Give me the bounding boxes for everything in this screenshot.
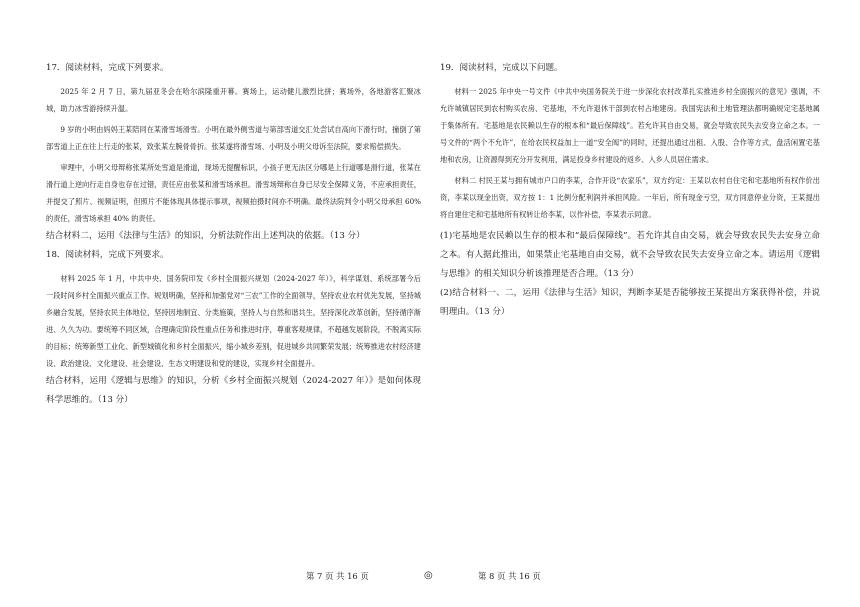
page-number-right: 第 8 页 共 16 页 (478, 571, 541, 581)
question-17-paragraph-2: 9 岁的小明由妈妈王某陪同在某滑雪场滑雪。小明在最外侧雪道与第部雪道交汇处尝试自高向下滑行时，撞倒了第部雪道上正在往上行走的张某，致张某左腕骨骨折。张某遂将滑雪场、小明及小明父母诉至法院，要求赔偿损失。 (46, 125, 421, 151)
question-19-subquestion-1: (1)宅基地是农民赖以生存的根本和“最后保障线”。若允许其自由交易，就会导致农民失去安身立命之本。有人据此推出，如果禁止宅基地自由交易，就不会导致农民失去安身立命之本。请运用《逻辑与思维》的相关知识分析该推理是否合理。（13 分） (440, 231, 820, 279)
question-19-material-1: 材料一 2025 年中央一号文件《中共中央国务院关于进一步深化农村改革扎实推进乡村全面振兴的意见》强调，不允许城镇居民到农村购买农房、宅基地，不允许退休干部到农村占地建房。我国宪法和土地管理法都明确规定宅基地属于集体所有。宅基地是农民赖以生存的根本和“最后保障线”。若允许其自由交易，就会导致农民失去安身立命之本。一号文件的“两个不允许”，在给农民权益加上一道“安全阀”的同时，还提出通过出租、入股、合作等方式，盘活闲置宅基地和农房，让资源得到充分开发利用，满足投身乡村建设的返乡、入乡人员居住需求。 (440, 87, 820, 164)
left-column (46, 62, 421, 410)
question-18-material: 材料 2025 年 1 月，中共中央、国务院印发《乡村全面振兴规划（2024-2027 年）》，科学谋划、系统部署今后一段时间乡村全面振兴重点工作。规划明确，坚持和加强党对“三农”工作的全面领导，坚持农业农村优先发展，坚持城乡融合发展，坚持农民主体地位，坚持因地制宜、分类施策，坚持人与自然和谐共生，坚持深化改革创新，坚持循序渐进、久久为功。要统筹不同区域，合理确定阶段性重点任务和推进时序，尊重客观规律，不超越发展阶段，不脱离实际的目标；统筹新型工业化、新型城镇化和乡村全面振兴，缩小城乡差别，促进城乡共同繁荣发展；统筹推进农村经济建设、政治建设、文化建设、社会建设、生态文明建设和党的建设，实现乡村全面提升。 (46, 274, 421, 368)
question-19-title: 19．阅读材料，完成以下问题。 (440, 63, 563, 73)
question-17-paragraph-1: 2025 年 2 月 7 日，第九届亚冬会在哈尔滨隆重开幕。赛场上，运动健儿激烈比拼；赛场外，各地游客汇聚冰城，助力冰雪游持续升温。 (46, 87, 421, 113)
right-column (440, 62, 820, 322)
question-18-prompt: 结合材料，运用《逻辑与思维》的知识，分析《乡村全面振兴规划（2024-2027 年）》是如何体现科学思维的。（13 分） (46, 376, 421, 405)
question-17-title: 17．阅读材料，完成下列要求。 (46, 63, 169, 73)
question-17-paragraph-3: 审理中，小明父母辩称张某所处雪道是滑道，现场无提醒标识，小孩子更无法区分哪是上行道哪是滑行道，张某在滑行道上逆向行走自身也存在过错，责任应由张某和滑雪场承担。滑雪场辩称自身已尽安全保障义务，不应承担责任，并提交了照片、视频证明，但照片不能体现具体提示事项，视频拍摄时间亦不明确。最终法院判令小明父母承担 60% 的责任，滑雪场承担 40% 的责任。 (46, 163, 421, 223)
question-19-subquestion-2: (2)结合材料一、二，运用《法律与生活》知识，判断李某是否能够按王某提出方案获得补偿，并说明理由。（13 分） (440, 288, 820, 317)
page-number-left: 第 7 页 共 16 页 (306, 571, 369, 581)
question-17-prompt: 结合材料二，运用《法律与生活》的知识，分析法院作出上述判决的依据。（13 分） (46, 231, 365, 241)
center-mark-icon: ◎ (424, 570, 433, 581)
question-18-title: 18．阅读材料，完成下列要求。 (46, 250, 169, 260)
question-19-material-2: 材料二 村民王某与拥有城市户口的李某，合作开设“农家乐”，双方约定：王某以农村自住宅和宅基地所有权作价出资，李某以现金出资，双方按 1：1 比例分配利润并承担风险。一年后，所有现金亏空，双方同意停业分资，王某提出将自建住宅和宅基地所有权转让给李某，以作补偿，李某表示同意。 (440, 176, 820, 219)
